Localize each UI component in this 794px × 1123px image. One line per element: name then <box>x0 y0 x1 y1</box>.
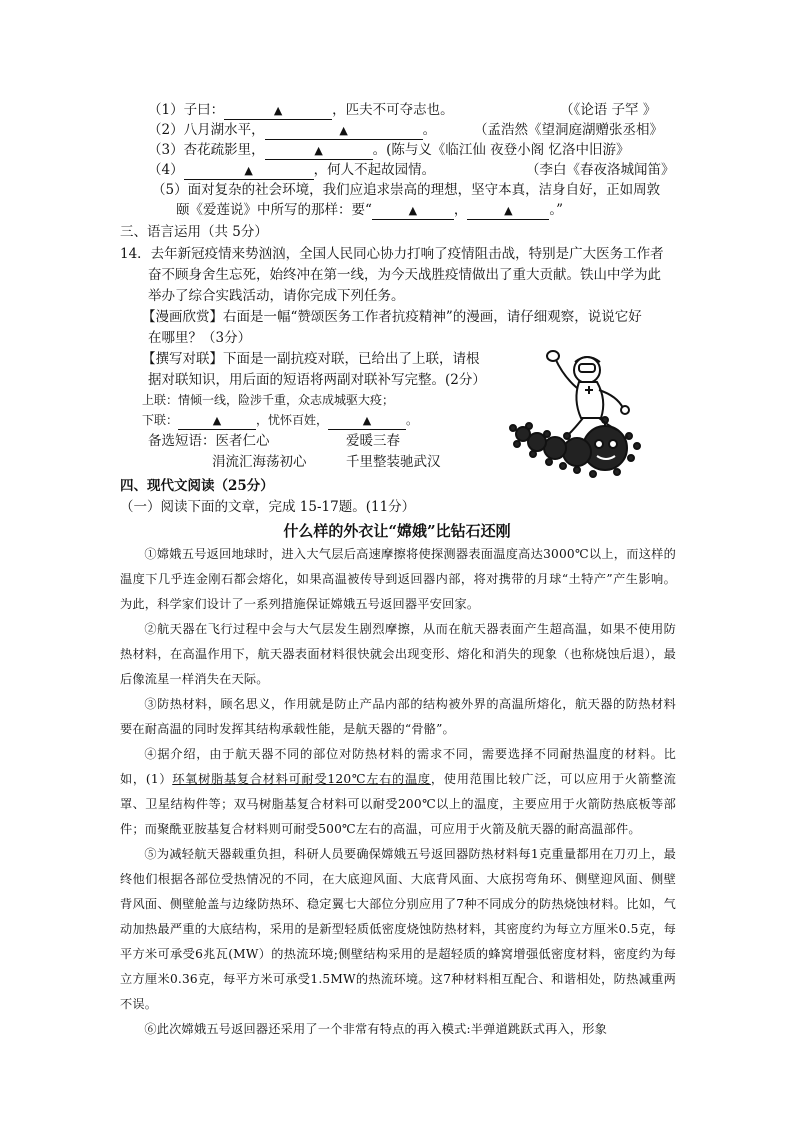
q5-suffix: 。” <box>549 202 564 218</box>
q5-answer-blank-2[interactable] <box>467 203 549 220</box>
poem-q3 <box>148 140 629 160</box>
xialian-blank-1[interactable] <box>178 413 256 430</box>
q14-line1: 14．去年新冠疫情来势汹汹，全国人民同心协力打响了疫情阻击战，特别是广大医务工作者 <box>120 246 664 262</box>
doctor-fighting-virus-cartoon <box>505 348 675 483</box>
section3-heading: 三、语言运用（共 5分） <box>120 224 268 240</box>
poem-q4-source: （李白《春夜洛城闻笛》 <box>526 162 675 178</box>
poem-q1 <box>148 100 454 120</box>
options-row1-b: 爱暖三春 <box>346 433 400 449</box>
poem-q1-source: （《论语 子罕 》 <box>560 102 657 118</box>
q3-suffix: 。(陈与义《临江仙 夜登小阁 忆洛中旧游》 <box>372 142 630 158</box>
q1-suffix: ，匹夫不可夺志也。 <box>332 102 454 118</box>
article-paragraph-5: ⑤为减轻航天器载重负担，科研人员要确保嫦娥五号返回器防热材料每1克重量都用在刀刃上，最终他们根据各部位受热情况的不同，在大底迎风面、大底背风面、大底拐弯角环、侧壁迎风面、侧壁背风面、侧壁舱盖与边缘防热环、稳定翼七大部位分别应用了7种不同成分的防热烧蚀材料。比如，气动加热最严重的大底结构，采用的是新型轻质低密度烧蚀防热材料，其密度约为每立方厘米0.5克，每平方米可承受6兆瓦(MW）的热流环境;侧壁结构采用的是超轻质的蜂窝增强低密度材料，密度约为每立方厘米0.36克，每平方米可承受1.5MW的热流环境。这7种材料相互配合、和谐相处，防热减重两不误。 <box>120 847 676 1011</box>
blank-marker: ▲ <box>504 204 513 217</box>
q3-answer-blank[interactable] <box>265 143 373 160</box>
q4-prefix: （4） <box>148 162 184 178</box>
q2-answer-blank[interactable] <box>265 123 423 140</box>
section4-subheading: （一）阅读下面的文章，完成 15-17题。(11分） <box>120 499 416 515</box>
p4-part-a: ④据介绍，由于航天器不同的部位对防热材料的需求不同，需要选择不同耐热温度的材料。比如，(1） <box>120 747 676 786</box>
manhua-line2: 在哪里？（3分） <box>148 330 252 346</box>
poem-q5-line2 <box>176 200 563 220</box>
blank-marker: ▲ <box>408 204 418 217</box>
blank-marker: ▲ <box>362 414 372 427</box>
article-paragraph-2: ②航天器在飞行过程中会与大气层发生剧烈摩擦，从而在航天器表面产生超高温，如果不使用防热材料，在高温作用下，航天器表面材料很快就会出现变形、熔化和消失的现象（也称烧蚀后退），最后像流星一样消失在天际。 <box>120 622 676 686</box>
blank-marker: ▲ <box>212 414 222 427</box>
q2-suffix: 。 <box>422 122 437 138</box>
blank-marker: ▲ <box>314 144 323 157</box>
q1-answer-blank[interactable] <box>224 103 332 120</box>
article-paragraph-4 <box>120 742 676 842</box>
xialian-mid: ，忧怀百姓， <box>256 413 329 427</box>
xialian-prefix: 下联： <box>142 413 179 427</box>
q14-line2: 奋不顾身舍生忘死，始终冲在第一线，为今天战胜疫情做出了重大贡献。铁山中学为此 <box>148 267 661 283</box>
blank-marker: ▲ <box>273 104 283 117</box>
blank-marker: ▲ <box>339 124 348 137</box>
section4-heading: 四、现代文阅读（25分） <box>120 478 274 494</box>
q3-prefix: （3）杏花疏影里， <box>148 142 265 158</box>
article-paragraph-1: ①嫦娥五号返回地球时，进入大气层后高速摩擦将使探测器表面温度高达3000℃以上，而这样的温度下几乎连金刚石都会熔化，如果高温被传导到返回器内部，将对携带的月球“土特产”产生影响。为此，科学家们设计了一系列措施保证嫦娥五号返回器平安回家。 <box>120 547 676 611</box>
manhua-line1: 【漫画欣赏】右面是一幅“赞颂医务工作者抗疫精神”的漫画，请仔细观察，说说它好 <box>142 309 642 325</box>
article-paragraph-3: ③防热材料，顾名思义，作用就是防止产品内部的结构被外界的高温所熔化，航天器的防热材料要在耐高温的同时发挥其结构承载性能，是航天器的“骨骼”。 <box>120 697 676 736</box>
options-row2-a: 涓流汇海荡初心 <box>212 454 307 470</box>
shanglian: 上联：情倾一线，险涉千重，众志成城驱大疫； <box>142 393 395 407</box>
article-title: 什么样的外衣让“嫦娥”比钻石还刚 <box>283 522 511 540</box>
duilian-line2: 据对联知识，用后面的短语将两副对联补写完整。(2分） <box>148 372 486 388</box>
q5-prefix: 颐《爱莲说》中所写的那样：要“ <box>176 202 372 218</box>
duilian-line1: 【撰写对联】下面是一副抗疫对联，已给出了上联，请根 <box>142 351 480 367</box>
options-row1-a: 备选短语：医者仁心 <box>148 433 270 449</box>
q4-answer-blank[interactable] <box>184 163 314 180</box>
blank-marker: ▲ <box>244 164 253 177</box>
poem-q2-source: （孟浩然《望洞庭湖赠张丞相》 <box>474 122 663 138</box>
poem-q4 <box>148 160 435 180</box>
xialian <box>142 410 418 430</box>
poem-q5-line1: （5）面对复杂的社会环境，我们应追求崇高的理想，坚守本真，洁身自好，正如周敦 <box>152 182 661 198</box>
article-paragraph-6: ⑥此次嫦娥五号返回器还采用了一个非常有特点的再入模式:半弹道跳跃式再入，形象 <box>144 1022 608 1036</box>
p4-underlined-sentence: 环氧树脂基复合材料可耐受120℃左右的温度 <box>172 772 431 786</box>
q2-prefix: （2）八月湖水平， <box>148 122 265 138</box>
xialian-blank-2[interactable] <box>328 413 406 430</box>
q4-suffix: ，何人不起故园情。 <box>313 162 436 178</box>
q14-line3: 举办了综合实践活动，请你完成下列任务。 <box>148 288 405 304</box>
xialian-suffix: 。 <box>406 413 419 427</box>
p4-part-b: ，使用范围比较广泛，可以应用于火箭整流罩、卫星结构件等；双马树脂基复合材料可以耐受200℃以上的温度，主要应用于火箭防热底板等部件；而聚酰亚胺基复合材料则可耐受500℃左右的高温，可应用于火箭及航天器的耐高温部件。 <box>120 772 676 836</box>
options-row2-b: 千里整装驰武汉 <box>346 454 441 470</box>
q5-mid: ， <box>453 202 468 218</box>
poem-q2 <box>148 120 436 140</box>
q1-prefix: （1）子曰： <box>148 102 225 118</box>
q5-answer-blank-1[interactable] <box>372 203 454 220</box>
